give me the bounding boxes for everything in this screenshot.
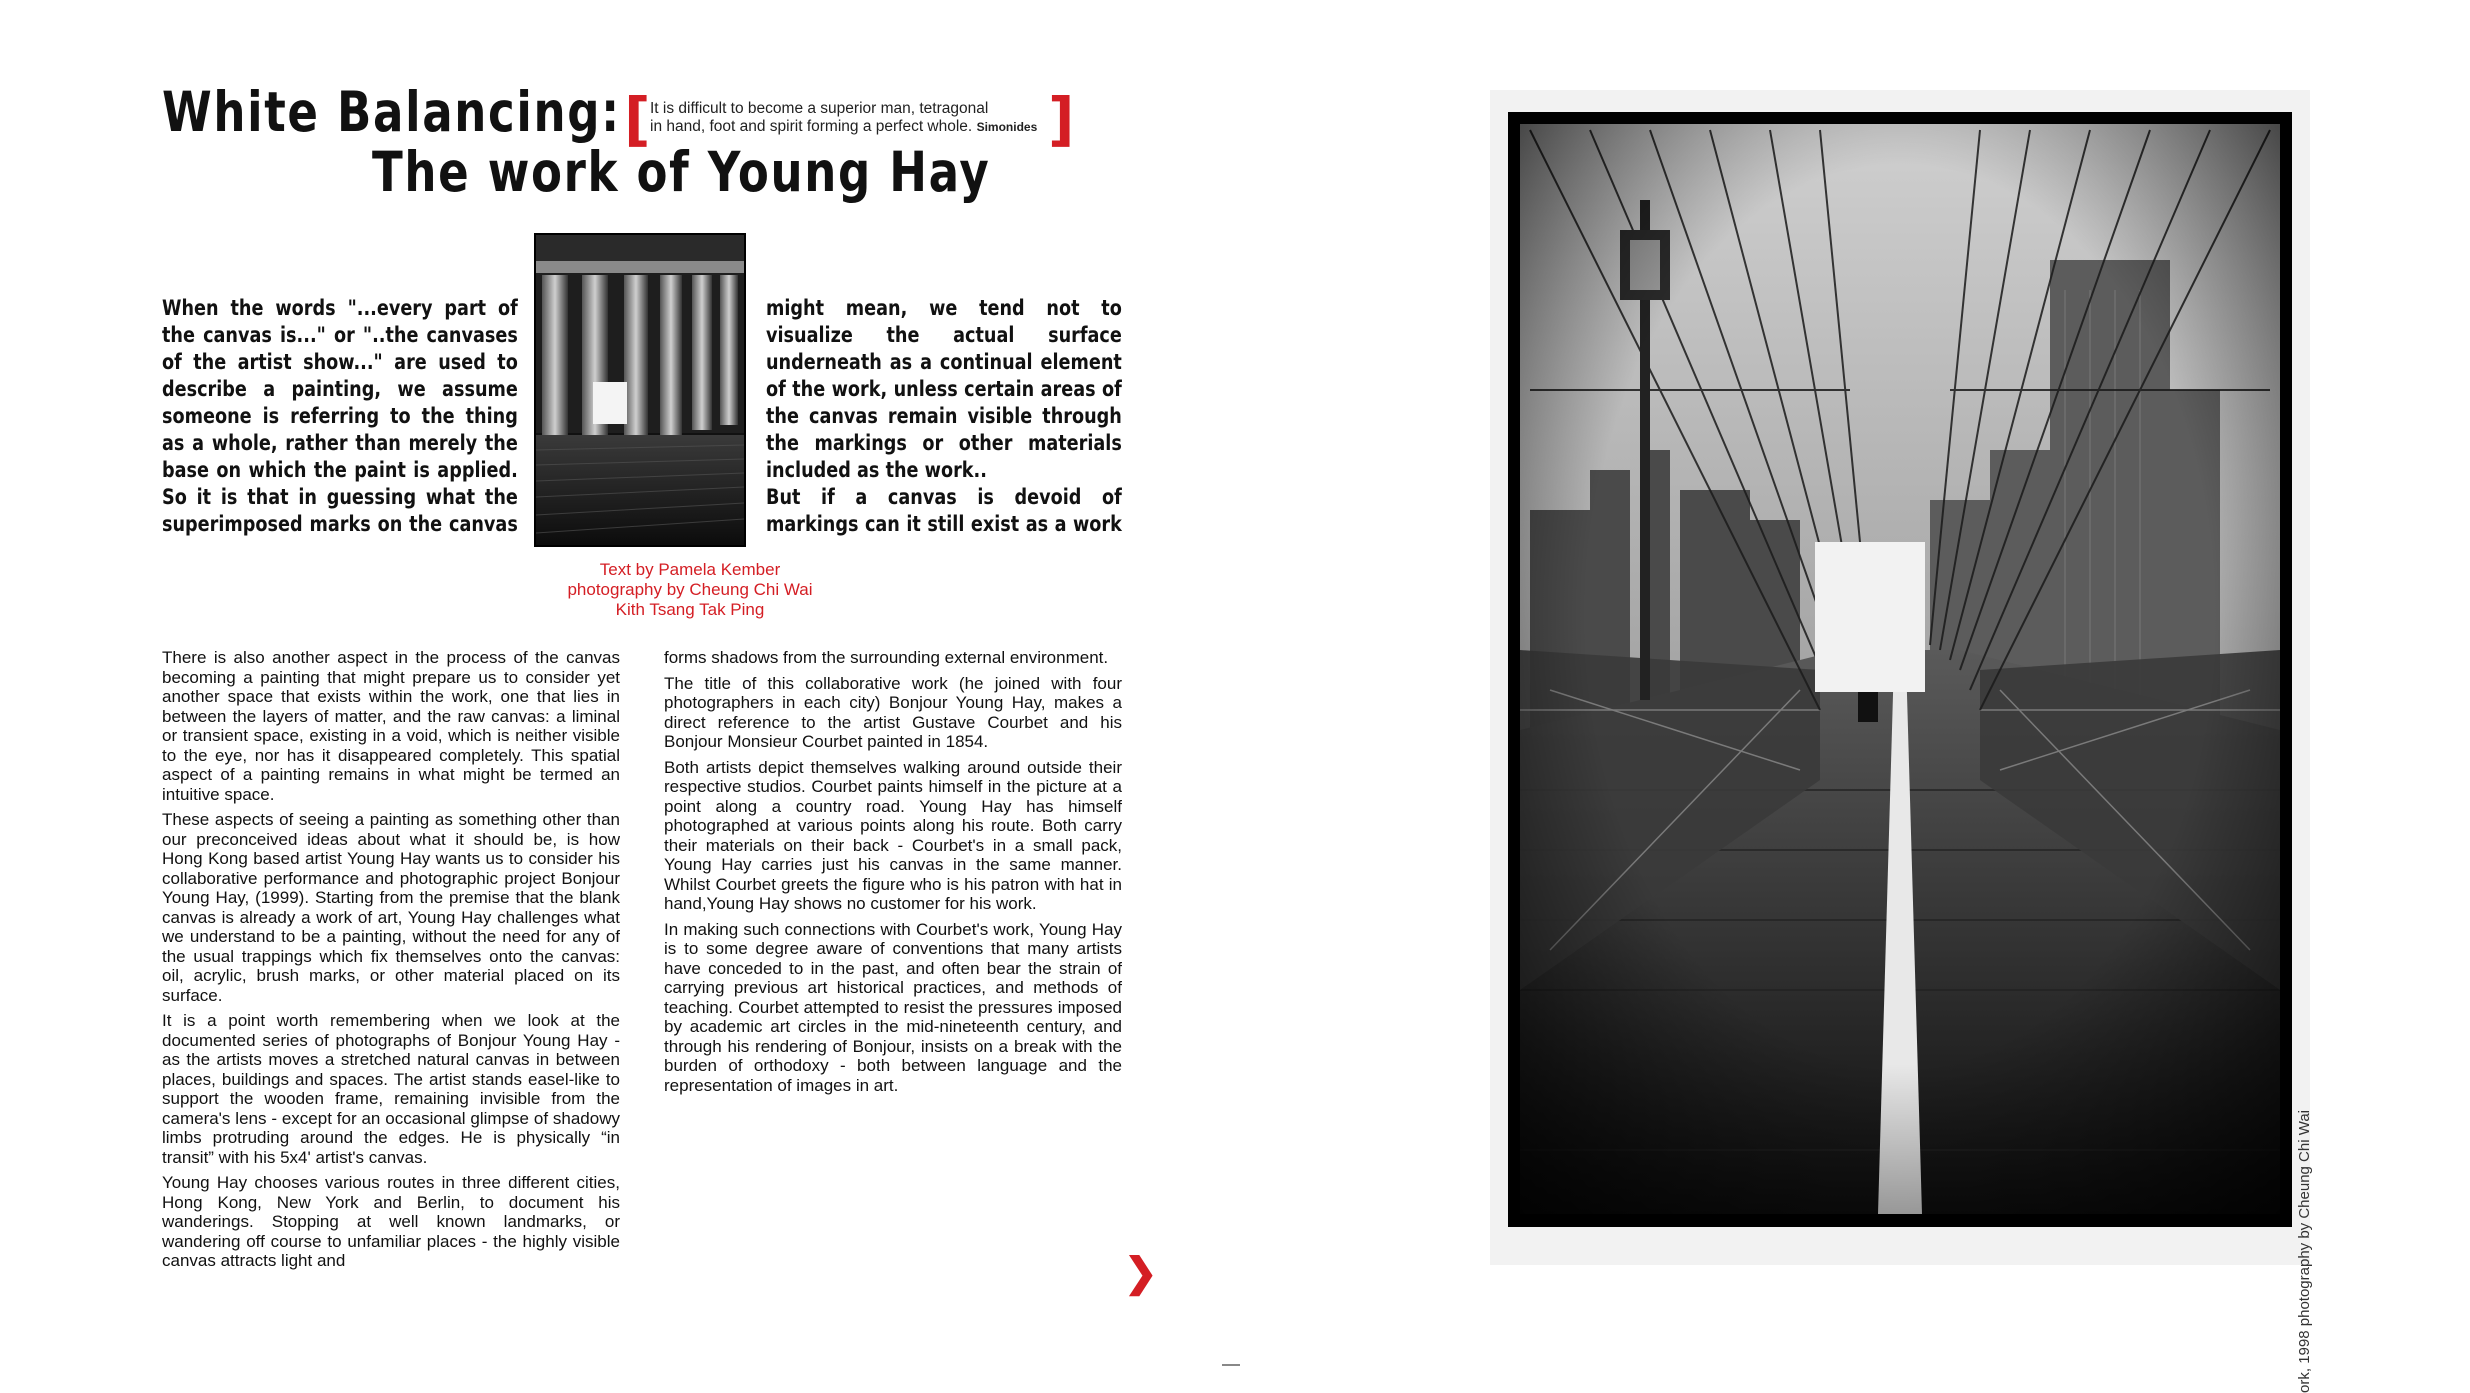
body-column-right: [664, 648, 1122, 1101]
main-photo-frame: [1490, 90, 2310, 1265]
body-paragraph: In making such connections with Courbet's work, Young Hay is to some degree aware of conventions that many artists have conceded to in the past, and often bear the strain of carrying previous art historical practices, and methods of teaching. Courbet attempted to resist the pressures imposed by academic art circles in the mid-nineteenth century, and through his rendering of Bonjour, insists on a break with the burden of orthodoxy - both between language and the representation of images in art.: [664, 919, 1122, 1095]
lead-left-line: the canvas is..." or "..the canvases: [162, 323, 518, 347]
body-paragraph: These aspects of seeing a painting as something other than our preconceived ideas about what it should be, is how Hong Kong based artist Young Hay wants us to consider his collaborative performance and photographic project Bonjour Young Hay, (1999). Starting from the premise that the blank canvas is already a work of art, Young Hay challenges what we understand to be a painting, without the need for any of the usual trappings which fix themselves onto the canvas: oil, acrylic, brush marks, or other material placed on its surface.: [162, 810, 620, 1005]
lead-right-line: the canvas remain visible through: [766, 404, 1122, 428]
body-paragraph: The title of this collaborative work (he joined with four photographers in each city) Bonjour Young Hay, makes a direct reference to the artist Gustave Courbet and his Bonjour Monsieur Courbet painted in 1854.: [664, 673, 1122, 751]
lead-left-line: So it is that in guessing what the: [162, 485, 518, 509]
body-paragraph: Both artists depict themselves walking around outside their respective studios. Courbet paints himself in the picture at a point along a country road. Young Hay has himself photographed at various points along his route. Both carry their materials on their back - Courbet's in a small pack, Young Hay carries just his canvas in the same manner. Whilst Courbet greets the figure who is his patron with hat in hand,Young Hay shows no customer for his work.: [664, 757, 1122, 913]
next-page-chevron-icon[interactable]: ❯: [1124, 1251, 1158, 1295]
lead-right-line: visualize the actual surface: [766, 323, 1122, 347]
lead-right-line: included as the work..: [766, 458, 987, 482]
credits: [490, 560, 890, 620]
lead-left-line: of the artist show..." are used to: [162, 350, 518, 374]
inset-photo-image: [536, 235, 744, 545]
lead-right-line: the markings or other materials: [766, 431, 1122, 455]
lead-right-line: underneath as a continual element: [766, 350, 1122, 374]
lead-left-line: superimposed marks on the canvas: [162, 512, 518, 536]
lead-left-line: as a whole, rather than merely the: [162, 431, 518, 455]
lead-right-line: might mean, we tend not to: [766, 296, 1122, 320]
epigraph-close-bracket: ]: [1048, 85, 1075, 153]
lead-left: [162, 295, 518, 538]
lead-left-line: base on which the paint is applied.: [162, 458, 518, 482]
lead-left-line: someone is referring to the thing: [162, 404, 518, 428]
epigraph-line-2-text: in hand, foot and spirit forming a perfect whole.: [650, 118, 973, 135]
lead-right-line: markings can it still exist as a work: [766, 512, 1122, 536]
title-line-2: The work of Young Hay: [372, 140, 991, 204]
epigraph-open-bracket: [: [624, 85, 651, 153]
body-paragraph: There is also another aspect in the process of the canvas becoming a painting that might prepare us to consider yet another space that exists within the work, one that lies in between the layers of matter, and the raw canvas: a liminal or transient space, existing in a void, which is neither visible to the eye, nor has it disappeared completely. This spatial aspect of a painting remains in what might be termed an intuitive space.: [162, 648, 620, 804]
main-photo-bridge: [1490, 90, 2310, 1265]
credit-text: Text by Pamela Kember: [599, 560, 781, 579]
page-indicator-dash: [1222, 1364, 1240, 1366]
body-paragraph: forms shadows from the surrounding external environment.: [664, 648, 1109, 667]
lead-left-line: describe a painting, we assume: [162, 377, 518, 401]
body-column-left: [162, 648, 620, 1277]
lead-right-line: of the work, unless certain areas of: [766, 377, 1122, 401]
lead-right: [766, 295, 1122, 538]
inset-photo: [534, 233, 746, 547]
epigraph-author: Simonides: [976, 120, 1038, 134]
body-paragraph: It is a point worth remembering when we look at the documented series of photographs of Bonjour Young Hay - as the artists moves a stretched natural canvas in between places, buildings and spaces. The artist stands easel-like to support the wooden frame, remaining invisible from the camera's lens - except for an occasional glimpse of shadowy limbs protruding around the edges. He is physically “in transit” with his 5x4' artist's canvas.: [162, 1011, 620, 1167]
lead-right-line: But if a canvas is devoid of: [766, 485, 1122, 509]
title-line-1: White Balancing:: [162, 80, 621, 144]
epigraph-line-2: [650, 118, 1050, 136]
photo-caption: ork, 1998 photography by Cheung Chi Wai: [2296, 1110, 2313, 1393]
epigraph: [650, 100, 1050, 136]
epigraph-line-1: It is difficult to become a superior man, tetragonal: [650, 100, 989, 117]
lead-left-line: When the words "...every part of: [162, 296, 518, 320]
credit-photography-2: Kith Tsang Tak Ping: [615, 600, 765, 619]
credit-photography: photography by Cheung Chi Wai: [567, 580, 813, 599]
body-paragraph: Young Hay chooses various routes in three different cities, Hong Kong, New York and Berlin, to document his wanderings. Stopping at well known landmarks, or wandering off course to unfamiliar places - the highly visible canvas attracts light and: [162, 1173, 620, 1270]
